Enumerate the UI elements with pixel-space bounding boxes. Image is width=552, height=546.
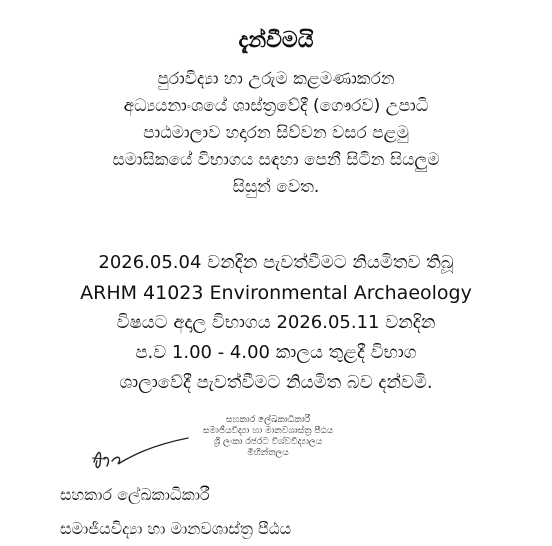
notice-title: දැන්වීමයි bbox=[238, 28, 314, 53]
intro-line: සමාසිකයේ විභාගය සඳහා පෙනී සිටින සියලුම bbox=[112, 150, 440, 170]
signature-image bbox=[88, 428, 198, 478]
intro-line: පුරාවිද්‍යා හා උරුම කළමණාකරන bbox=[157, 69, 395, 89]
notice-intro bbox=[40, 66, 512, 201]
intro-line: පාඨමාලාව හදාරන සිව්වන වසර පළමු bbox=[143, 123, 409, 143]
body-line-time: ප.ව 1.00 - 4.00 කාලය තුළදී විභාග bbox=[135, 342, 417, 363]
official-stamp bbox=[188, 415, 348, 459]
stamp-line: සමාජීයවිද්‍යා හා මානවශාස්ත්‍ර පීඨය bbox=[202, 426, 334, 436]
intro-line: සිසුන් වෙත. bbox=[232, 177, 320, 197]
signatory-faculty: සමාජීයවිද්‍යා හා මානවශාස්ත්‍ර පීඨය bbox=[60, 519, 292, 538]
signatory-block bbox=[60, 478, 291, 546]
stamp-line: මිහින්තලය bbox=[247, 448, 289, 458]
stamp-line: සහකාර ලේඛකාධිකාරී bbox=[225, 415, 311, 425]
body-line-venue: ශාලාවේදී පැවත්වීමට නියමිත බව දන්වමි. bbox=[119, 372, 433, 393]
intro-line: අධ්‍යයනාංශයේ ශාස්ත්‍රවේදී (ගෞරව) උපාධි bbox=[123, 96, 429, 116]
body-line-new-date: විෂයට අදාල විභාගය 2026.05.11 වනදින bbox=[116, 312, 436, 333]
notice-body bbox=[30, 248, 522, 398]
signatory-title: සහකාර ලේඛකාධිකාරී bbox=[60, 485, 210, 504]
body-line-course: ARHM 41023 Environmental Archaeology bbox=[80, 282, 472, 304]
body-line-date: 2026.05.04 වනදින පැවත්වීමට නියමිතව තිබූ bbox=[98, 252, 454, 273]
stamp-line: ශ්‍රී ලංකා රජරට විශ්වවිද්‍යාලය bbox=[213, 437, 323, 447]
